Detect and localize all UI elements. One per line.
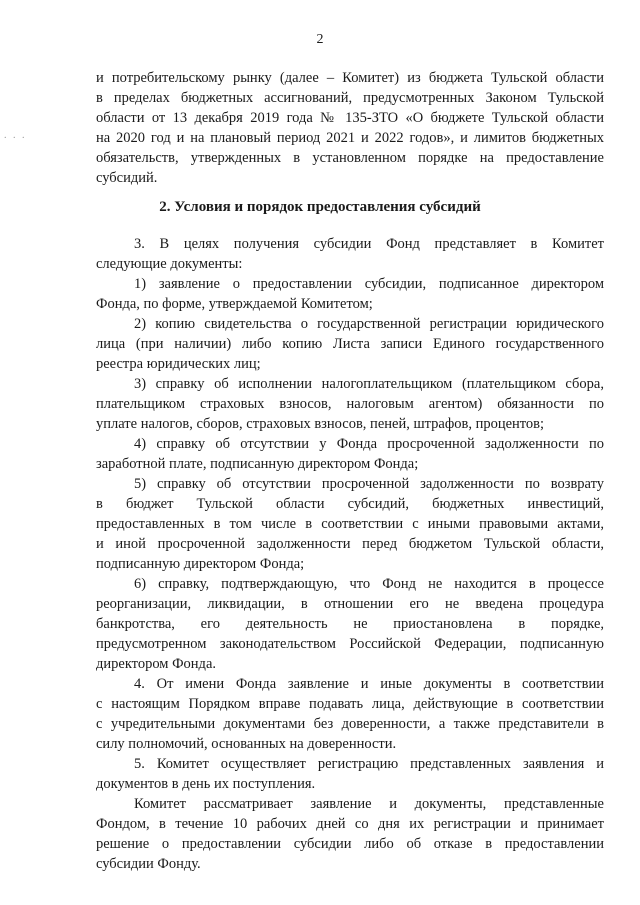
text-line: заработной плате, подписанную директором Фонда; xyxy=(96,456,419,472)
text-line: следующие документы: xyxy=(96,256,243,272)
text-line: с настоящим Порядком вправе подавать лица, действующие в соответствии xyxy=(96,696,604,712)
text-line: плательщиком страховых взносов, налоговым агентом) обязанности по xyxy=(96,396,604,412)
text-line: 4. От имени Фонда заявление и иные документы в соответствии xyxy=(134,676,604,692)
text-line: Фондом, в течение 10 рабочих дней со дня их регистрации и принимает xyxy=(96,816,604,832)
section-body xyxy=(96,234,604,874)
text-line: силу полномочий, основанных на доверенности. xyxy=(96,736,397,752)
text-line: 5) справку об отсутствии просроченной задолженности по возврату xyxy=(134,476,604,492)
text-line: реестра юридических лиц; xyxy=(96,356,261,372)
text-line: обязательств, утвержденных в установленном порядке на предоставление xyxy=(96,150,604,166)
text-line: 3. В целях получения субсидии Фонд представляет в Комитет xyxy=(134,236,604,252)
text-line: с учредительными документами без доверенности, а также представители в xyxy=(96,716,604,732)
text-line: и иной просроченной задолженности перед бюджетом Тульской области, xyxy=(96,536,604,552)
text-line: уплате налогов, сборов, страховых взносов, пеней, штрафов, процентов; xyxy=(96,416,545,432)
text-line: Комитет рассматривает заявление и документы, представленные xyxy=(134,796,604,812)
page-number: 2 xyxy=(316,32,324,47)
text-line: 4) справку об отсутствии у Фонда просроченной задолженности по xyxy=(134,436,604,452)
text-line: предоставленных в том числе в соответствии с иными правовыми актами, xyxy=(96,516,604,532)
text-line: Фонда, по форме, утверждаемой Комитетом; xyxy=(96,296,373,312)
text-line: 3) справку об исполнении налогоплательщиком (плательщиком сбора, xyxy=(134,376,604,392)
text-line: банкротства, его деятельность не приостановлена в порядке, xyxy=(96,616,604,632)
text-line: реорганизации, ликвидации, в отношении его не введена процедура xyxy=(96,596,604,612)
text-line: 6) справку, подтверждающую, что Фонд не находится в процессе xyxy=(134,576,604,592)
text-line: директором Фонда. xyxy=(96,656,217,672)
text-line: на 2020 год и на плановый период 2021 и 2022 годов», и лимитов бюджетных xyxy=(96,130,604,146)
text-line: 2) копию свидетельства о государственной регистрации юридического xyxy=(134,316,604,332)
text-line: предусмотренном законодательством Российской Федерации, подписанную xyxy=(96,636,604,652)
text-line: 1) заявление о предоставлении субсидии, подписанное директором xyxy=(134,276,604,292)
text-line: документов в день их поступления. xyxy=(96,776,316,792)
text-line: лица (при наличии) либо копию Листа записи Единого государственного xyxy=(96,336,604,352)
text-line: в пределах бюджетных ассигнований, предусмотренных Законом Тульской xyxy=(96,90,604,106)
text-line: решение о предоставлении субсидии либо об отказе в предоставлении xyxy=(96,836,604,852)
text-line: 5. Комитет осуществляет регистрацию представленных заявления и xyxy=(134,756,604,772)
text-line: субсидии Фонду. xyxy=(96,856,201,872)
text-line: субсидий. xyxy=(96,170,158,186)
text-line: области от 13 декабря 2019 года № 135-ЗТО «О бюджете Тульской области xyxy=(96,110,604,126)
intro-paragraph xyxy=(96,68,604,188)
text-line: и потребительскому рынку (далее – Комитет) из бюджета Тульской области xyxy=(96,70,604,86)
margin-mark: . . . xyxy=(4,130,27,141)
text-line: в бюджет Тульской области субсидий, бюджетных инвестиций, xyxy=(96,496,604,512)
text-line: подписанную директором Фонда; xyxy=(96,556,305,572)
section-heading: 2. Условия и порядок предоставления субсидий xyxy=(159,199,481,215)
